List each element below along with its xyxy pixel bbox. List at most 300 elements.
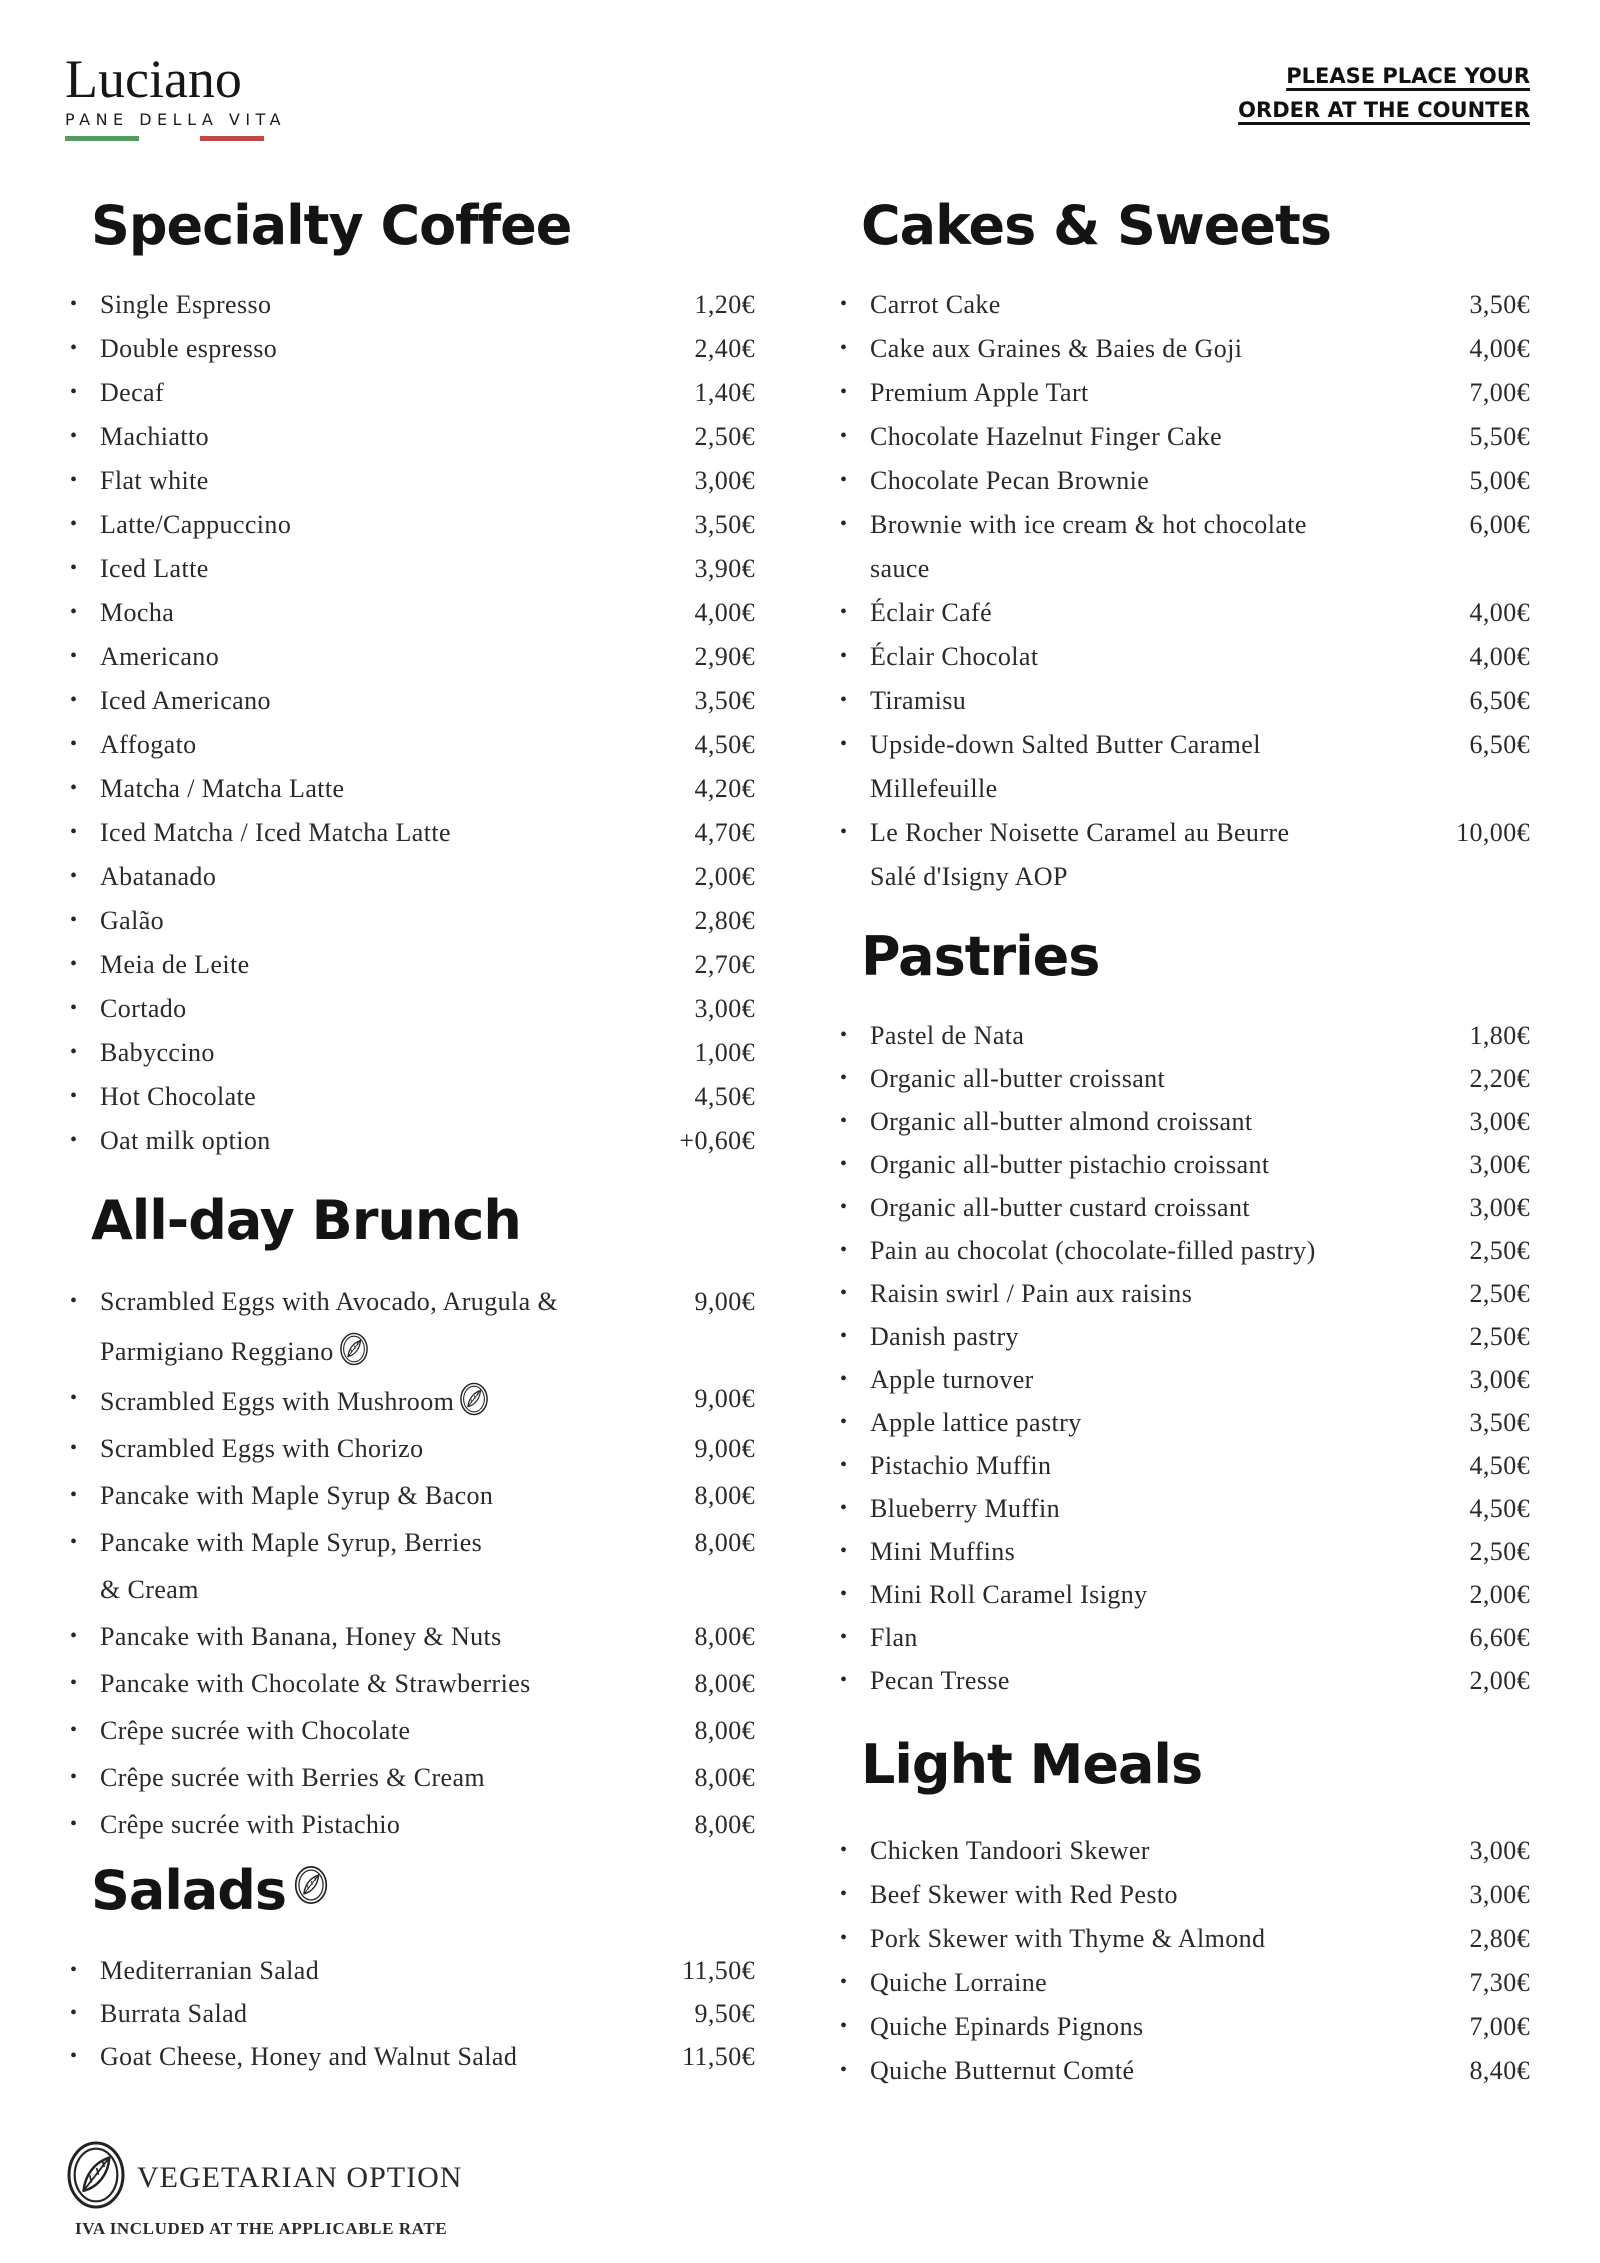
- bullet-icon: •: [840, 468, 848, 491]
- menu-item: [835, 1320, 1530, 1353]
- menu-item: [835, 1019, 1530, 1052]
- bullet-icon: •: [70, 1128, 78, 1151]
- item-name: Organic all-butter custard croissant: [870, 1193, 1250, 1223]
- menu-item: [65, 1382, 755, 1418]
- item-price: 2,20€: [1469, 1064, 1530, 1094]
- menu-item: [65, 1080, 755, 1113]
- item-price: 6,50€: [1469, 729, 1530, 759]
- bullet-icon: •: [70, 952, 78, 975]
- menu-item: [835, 1105, 1530, 1138]
- menu-item: [835, 1062, 1530, 1095]
- item-name: Organic all-butter pistachio croissant: [870, 1150, 1270, 1180]
- item-price: 4,50€: [1469, 1494, 1530, 1524]
- item-price: 2,80€: [694, 905, 755, 935]
- menu-item: [835, 376, 1530, 409]
- bullet-icon: •: [840, 1839, 848, 1862]
- menu-item: [65, 860, 755, 893]
- item-name: Iced Latte: [100, 553, 209, 583]
- item-price: 1,20€: [694, 289, 755, 319]
- menu-item: [65, 1526, 755, 1606]
- item-name: Quiche Lorraine: [870, 1968, 1048, 1998]
- bullet-icon: •: [70, 1437, 78, 1460]
- item-price: 3,00€: [1469, 1150, 1530, 1180]
- item-price: 3,00€: [694, 993, 755, 1023]
- bullet-icon: •: [70, 908, 78, 931]
- bullet-icon: •: [840, 1927, 848, 1950]
- item-name: Matcha / Matcha Latte: [100, 773, 345, 803]
- item-name: Goat Cheese, Honey and Walnut Salad: [100, 2042, 518, 2072]
- menu-item: [835, 596, 1530, 629]
- item-name: Beef Skewer with Red Pesto: [870, 1880, 1178, 1910]
- item-price: 3,00€: [1469, 1193, 1530, 1223]
- menu-item: [65, 1432, 755, 1465]
- item-price: 2,00€: [1469, 1666, 1530, 1696]
- vegetarian-icon: [339, 1332, 369, 1366]
- item-name: Mocha: [100, 597, 175, 627]
- bullet-icon: •: [70, 424, 78, 447]
- bullet-icon: •: [840, 292, 848, 315]
- menu-item: [835, 288, 1530, 321]
- item-price: 3,00€: [1469, 1880, 1530, 1910]
- menu-item: [65, 640, 755, 673]
- item-name: Raisin swirl / Pain aux raisins: [870, 1279, 1193, 1309]
- item-price: 9,00€: [694, 1434, 755, 1464]
- item-price: 9,50€: [694, 1999, 755, 2029]
- bullet-icon: •: [840, 1497, 848, 1520]
- item-name: Crêpe sucrée with Chocolate: [100, 1716, 411, 1746]
- bullet-icon: •: [840, 1153, 848, 1176]
- bullet-icon: •: [70, 1387, 78, 1410]
- item-name: Organic all-butter almond croissant: [870, 1107, 1253, 1137]
- menu-item: [65, 948, 755, 981]
- menu-item: [65, 1808, 755, 1841]
- menu-item: [835, 1621, 1530, 1654]
- bullet-icon: •: [70, 1040, 78, 1063]
- bullet-icon: •: [70, 556, 78, 579]
- item-price: 1,00€: [694, 1037, 755, 1067]
- vegetarian-icon: [65, 2140, 127, 2215]
- bullet-icon: •: [840, 1971, 848, 1994]
- menu-item: [835, 1492, 1530, 1525]
- menu-item: [835, 684, 1530, 717]
- menu-item: [835, 1578, 1530, 1611]
- logo: [65, 49, 287, 141]
- menu-columns: [65, 194, 1530, 2098]
- item-price: 2,50€: [1469, 1279, 1530, 1309]
- section-all-day-brunch: [65, 1188, 755, 1842]
- bullet-icon: •: [840, 380, 848, 403]
- item-name: Chicken Tandoori Skewer: [870, 1836, 1150, 1866]
- item-price: 8,00€: [694, 1622, 755, 1652]
- item-price: 8,00€: [694, 1669, 755, 1699]
- item-name: Apple turnover: [870, 1365, 1034, 1395]
- bullet-icon: •: [840, 820, 848, 843]
- menu-item: [65, 1667, 755, 1700]
- item-name: Le Rocher Noisette Caramel au Beurre Salé d'Isigny AOP: [870, 817, 1290, 891]
- bullet-icon: •: [70, 336, 78, 359]
- item-name: Flat white: [100, 465, 209, 495]
- menu-item: [65, 2040, 755, 2073]
- item-price: 2,40€: [694, 333, 755, 363]
- logo-subtitle: [65, 110, 286, 141]
- bullet-icon: •: [840, 336, 848, 359]
- bullet-icon: •: [840, 1540, 848, 1563]
- item-name: Scrambled Eggs with Mushroom: [100, 1382, 681, 1418]
- flag-green-line: [65, 136, 139, 141]
- bullet-icon: •: [70, 732, 78, 755]
- menu-item: [835, 420, 1530, 453]
- menu-item: [835, 1234, 1530, 1267]
- menu-item: [65, 728, 755, 761]
- section-specialty-coffee: [65, 194, 755, 1157]
- item-name: Scrambled Eggs with Chorizo: [100, 1434, 424, 1464]
- item-price: 5,50€: [1469, 421, 1530, 451]
- menu-item: [65, 816, 755, 849]
- item-name: Chocolate Pecan Brownie: [870, 465, 1150, 495]
- item-name: Éclair Café: [870, 597, 993, 627]
- bullet-icon: •: [840, 1883, 848, 1906]
- left-column: [65, 194, 755, 2098]
- item-name: Pancake with Banana, Honey & Nuts: [100, 1622, 502, 1652]
- section-title-text: Pastries: [861, 924, 1100, 988]
- all-day-brunch-list: [65, 1285, 755, 1841]
- bullet-icon: •: [840, 688, 848, 711]
- menu-item: [835, 816, 1530, 893]
- menu-item: [65, 1997, 755, 2030]
- menu-item: [835, 332, 1530, 365]
- bullet-icon: •: [70, 996, 78, 1019]
- item-price: 2,50€: [694, 421, 755, 451]
- bullet-icon: •: [840, 1454, 848, 1477]
- item-name: Apple lattice pastry: [870, 1408, 1082, 1438]
- item-name: Iced Matcha / Iced Matcha Latte: [100, 817, 451, 847]
- specialty-coffee-list: [65, 288, 755, 1157]
- footer: [65, 2140, 1530, 2239]
- item-price: 11,50€: [682, 2042, 755, 2072]
- menu-item: [65, 332, 755, 365]
- cakes-sweets-list: [835, 288, 1530, 893]
- item-price: 4,20€: [694, 773, 755, 803]
- iva-note: IVA INCLUDED AT THE APPLICABLE RATE: [75, 2219, 448, 2239]
- item-name: Organic all-butter croissant: [870, 1064, 1166, 1094]
- item-price: 4,50€: [1469, 1451, 1530, 1481]
- item-price: 3,00€: [694, 465, 755, 495]
- bullet-icon: •: [70, 1813, 78, 1836]
- menu-item: [65, 1761, 755, 1794]
- menu-item: [65, 1285, 755, 1368]
- item-price: 11,50€: [682, 1956, 755, 1986]
- item-price: 1,40€: [694, 377, 755, 407]
- item-name: Mini Roll Caramel Isigny: [870, 1580, 1148, 1610]
- bullet-icon: •: [70, 644, 78, 667]
- pastries-list: [835, 1019, 1530, 1697]
- bullet-icon: •: [840, 1626, 848, 1649]
- item-price: 6,50€: [1469, 685, 1530, 715]
- section-title-text: Salads: [91, 1859, 287, 1923]
- menu-item: [835, 1148, 1530, 1181]
- item-name: Premium Apple Tart: [870, 377, 1089, 407]
- order-notice: [1238, 60, 1530, 127]
- item-name: Meia de Leite: [100, 949, 250, 979]
- item-price: 2,50€: [1469, 1236, 1530, 1266]
- item-name: Single Espresso: [100, 289, 272, 319]
- menu-item: [835, 1277, 1530, 1310]
- item-price: 2,90€: [694, 641, 755, 671]
- item-name: Chocolate Hazelnut Finger Cake: [870, 421, 1223, 451]
- item-name: Flan: [870, 1623, 918, 1653]
- item-price: 4,00€: [1469, 641, 1530, 671]
- item-name: Crêpe sucrée with Pistachio: [100, 1810, 401, 1840]
- vegetarian-label: VEGETARIAN OPTION: [137, 2160, 463, 2194]
- item-price: 3,90€: [694, 553, 755, 583]
- bullet-icon: •: [70, 688, 78, 711]
- menu-item: [65, 420, 755, 453]
- item-price: 4,50€: [694, 1081, 755, 1111]
- item-price: 8,00€: [694, 1716, 755, 1746]
- item-price: 4,00€: [1469, 333, 1530, 363]
- item-price: 6,00€: [1469, 509, 1530, 539]
- item-name: Pancake with Chocolate & Strawberries: [100, 1669, 531, 1699]
- bullet-icon: •: [70, 776, 78, 799]
- menu-item: [835, 1878, 1530, 1911]
- item-name: Mediterranian Salad: [100, 1956, 320, 1986]
- bullet-icon: •: [840, 732, 848, 755]
- flag-red-line: [200, 136, 264, 141]
- menu-item: [835, 1664, 1530, 1697]
- item-name: Decaf: [100, 377, 165, 407]
- logo-title: Luciano: [65, 49, 242, 109]
- menu-item: [835, 1922, 1530, 1955]
- menu-item: [835, 1191, 1530, 1224]
- menu-item: [65, 376, 755, 409]
- menu-item: [65, 684, 755, 717]
- section-title-specialty-coffee: [91, 194, 755, 257]
- bullet-icon: •: [70, 1766, 78, 1789]
- menu-item: [65, 992, 755, 1025]
- item-price: 8,00€: [694, 1763, 755, 1793]
- light-meals-list: [835, 1834, 1530, 2087]
- item-name: Tiramisu: [870, 685, 967, 715]
- menu-item: [65, 552, 755, 585]
- bullet-icon: •: [840, 1196, 848, 1219]
- bullet-icon: •: [70, 1672, 78, 1695]
- menu-item: [65, 464, 755, 497]
- bullet-icon: •: [840, 1239, 848, 1262]
- bullet-icon: •: [70, 1959, 78, 1982]
- item-name: Brownie with ice cream & hot chocolate sauce: [870, 509, 1307, 583]
- section-title-text: Light Meals: [861, 1733, 1203, 1797]
- bullet-icon: •: [840, 1067, 848, 1090]
- order-notice-line2: ORDER AT THE COUNTER: [1238, 97, 1530, 122]
- salads-list: [65, 1954, 755, 2073]
- item-name: Americano: [100, 641, 220, 671]
- item-price: +0,60€: [679, 1125, 755, 1155]
- item-price: 5,00€: [1469, 465, 1530, 495]
- menu-item: [835, 1834, 1530, 1867]
- menu-item: [835, 640, 1530, 673]
- item-price: 3,50€: [694, 509, 755, 539]
- item-name: Double espresso: [100, 333, 278, 363]
- logo-subtitle-text: PANE DELLA VITA: [65, 110, 287, 129]
- section-title-light-meals: [861, 1733, 1530, 1797]
- bullet-icon: •: [840, 1583, 848, 1606]
- item-name: Quiche Butternut Comté: [870, 2056, 1135, 2086]
- bullet-icon: •: [70, 864, 78, 887]
- bullet-icon: •: [70, 1719, 78, 1742]
- right-column: [835, 194, 1530, 2098]
- item-name: Blueberry Muffin: [870, 1494, 1061, 1524]
- section-title-text: Specialty Coffee: [91, 194, 572, 257]
- item-name: Pecan Tresse: [870, 1666, 1010, 1696]
- item-name: Quiche Epinards Pignons: [870, 2012, 1144, 2042]
- bullet-icon: •: [70, 820, 78, 843]
- item-price: 9,00€: [694, 1287, 755, 1317]
- item-price: 2,50€: [1469, 1322, 1530, 1352]
- item-name: Mini Muffins: [870, 1537, 1016, 1567]
- section-title-pastries: [861, 924, 1530, 988]
- menu-item: [65, 1124, 755, 1157]
- header: [65, 49, 1530, 170]
- section-title-text: All-day Brunch: [91, 1188, 521, 1252]
- bullet-icon: •: [70, 380, 78, 403]
- item-price: 1,80€: [1469, 1021, 1530, 1051]
- bullet-icon: •: [70, 1531, 78, 1554]
- section-title-all-day-brunch: [91, 1188, 755, 1252]
- item-name: Carrot Cake: [870, 289, 1001, 319]
- item-price: 8,00€: [694, 1481, 755, 1511]
- menu-item: [65, 1714, 755, 1747]
- bullet-icon: •: [840, 1368, 848, 1391]
- item-name: Pastel de Nata: [870, 1021, 1025, 1051]
- bullet-icon: •: [70, 1084, 78, 1107]
- bullet-icon: •: [840, 2059, 848, 2082]
- bullet-icon: •: [840, 424, 848, 447]
- item-price: 7,30€: [1469, 1968, 1530, 1998]
- bullet-icon: •: [840, 1325, 848, 1348]
- item-price: 3,50€: [1469, 289, 1530, 319]
- menu-item: [65, 1954, 755, 1987]
- vegetarian-icon: [459, 1382, 489, 1416]
- item-price: 4,70€: [694, 817, 755, 847]
- menu-item: [65, 508, 755, 541]
- section-salads: [65, 1859, 755, 2073]
- item-price: 7,00€: [1469, 2012, 1530, 2042]
- menu-item: [65, 1620, 755, 1653]
- item-name: Iced Americano: [100, 685, 271, 715]
- item-price: 2,50€: [1469, 1537, 1530, 1567]
- item-price: 8,00€: [694, 1528, 755, 1558]
- item-name: Upside-down Salted Butter Caramel Millefeuille: [870, 729, 1261, 803]
- item-name: Cortado: [100, 993, 187, 1023]
- bullet-icon: •: [70, 1484, 78, 1507]
- item-price: 3,00€: [1469, 1836, 1530, 1866]
- item-name: Oat milk option: [100, 1125, 271, 1155]
- bullet-icon: •: [70, 2002, 78, 2025]
- item-price: 2,70€: [694, 949, 755, 979]
- menu-item: [835, 2010, 1530, 2043]
- item-name: Scrambled Eggs with Avocado, Arugula & Parmigiano Reggiano: [100, 1287, 559, 1367]
- item-price: 3,50€: [694, 685, 755, 715]
- menu-item: [835, 1449, 1530, 1482]
- menu-item: [65, 772, 755, 805]
- item-price: 9,00€: [694, 1384, 755, 1414]
- menu-item: [835, 508, 1530, 585]
- bullet-icon: •: [840, 1110, 848, 1133]
- bullet-icon: •: [70, 2045, 78, 2068]
- section-light-meals: [835, 1733, 1530, 2087]
- menu-item: [835, 1535, 1530, 1568]
- menu-item: [65, 288, 755, 321]
- vegetarian-icon: [294, 1859, 328, 1916]
- bullet-icon: •: [840, 644, 848, 667]
- item-price: 3,00€: [1469, 1365, 1530, 1395]
- menu-item: [835, 1406, 1530, 1439]
- item-price: 2,00€: [1469, 1580, 1530, 1610]
- item-name: Crêpe sucrée with Berries & Cream: [100, 1763, 486, 1793]
- item-name: Danish pastry: [870, 1322, 1019, 1352]
- item-price: 6,60€: [1469, 1623, 1530, 1653]
- bullet-icon: •: [840, 512, 848, 535]
- item-price: 8,00€: [694, 1810, 755, 1840]
- item-name: Cake aux Graines & Baies de Goji: [870, 333, 1243, 363]
- menu-item: [65, 1479, 755, 1512]
- menu-item: [835, 2054, 1530, 2087]
- item-name: Éclair Chocolat: [870, 641, 1039, 671]
- menu-item: [835, 464, 1530, 497]
- menu-item: [65, 1036, 755, 1069]
- item-name: Latte/Cappuccino: [100, 509, 292, 539]
- bullet-icon: •: [70, 1625, 78, 1648]
- section-title-text: Cakes & Sweets: [861, 194, 1331, 257]
- item-name: Galão: [100, 905, 165, 935]
- bullet-icon: •: [70, 292, 78, 315]
- section-pastries: [835, 924, 1530, 1698]
- bullet-icon: •: [70, 600, 78, 623]
- order-notice-line1: PLEASE PLACE YOUR: [1286, 64, 1530, 88]
- item-name: Pancake with Maple Syrup, Berries & Cream: [100, 1528, 483, 1605]
- bullet-icon: •: [70, 468, 78, 491]
- item-price: 7,00€: [1469, 377, 1530, 407]
- section-cakes-sweets: [835, 194, 1530, 893]
- menu-item: [65, 596, 755, 629]
- bullet-icon: •: [840, 600, 848, 623]
- item-name: Pancake with Maple Syrup & Bacon: [100, 1481, 494, 1511]
- item-price: 4,00€: [1469, 597, 1530, 627]
- item-price: 4,50€: [694, 729, 755, 759]
- item-price: 2,00€: [694, 861, 755, 891]
- item-name: Babyccino: [100, 1037, 215, 1067]
- vegetarian-legend: [65, 2140, 1530, 2215]
- bullet-icon: •: [840, 1411, 848, 1434]
- item-name: Affogato: [100, 729, 197, 759]
- bullet-icon: •: [840, 1669, 848, 1692]
- item-name: Pork Skewer with Thyme & Almond: [870, 1924, 1266, 1954]
- section-title-cakes-sweets: [861, 194, 1530, 257]
- item-name: Abatanado: [100, 861, 217, 891]
- menu-item: [835, 1966, 1530, 1999]
- bullet-icon: •: [70, 512, 78, 535]
- menu-item: [65, 904, 755, 937]
- item-price: 2,80€: [1469, 1924, 1530, 1954]
- item-name: Burrata Salad: [100, 1999, 248, 2029]
- item-price: 4,00€: [694, 597, 755, 627]
- menu-item: [835, 1363, 1530, 1396]
- bullet-icon: •: [840, 1282, 848, 1305]
- item-price: 3,50€: [1469, 1408, 1530, 1438]
- item-price: 3,00€: [1469, 1107, 1530, 1137]
- bullet-icon: •: [840, 2015, 848, 2038]
- item-name: Pain au chocolat (chocolate-filled pastry): [870, 1236, 1316, 1266]
